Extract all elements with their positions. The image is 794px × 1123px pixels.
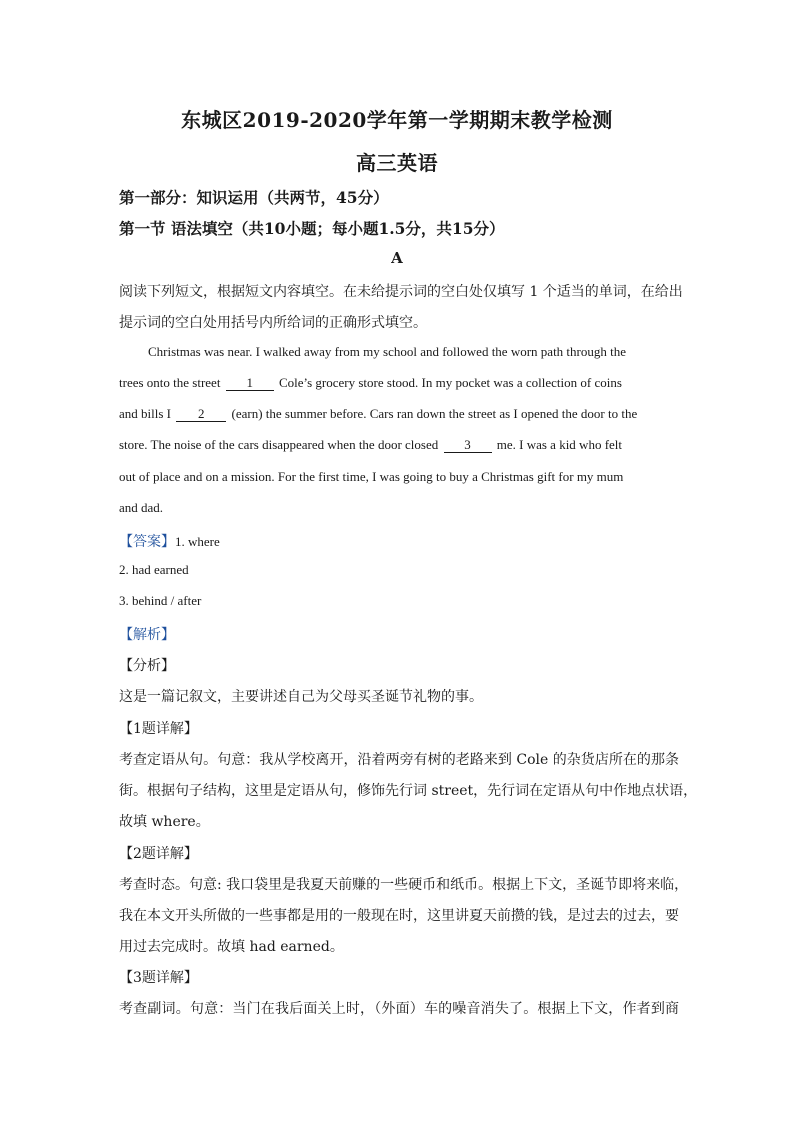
passage-text: and bills I	[119, 406, 171, 421]
passage-text: Cole’s grocery store stood. In my pocket was a collection of coins	[278, 375, 622, 390]
instruction-line-2: 提示词的空白处用括号内所给词的正确形式填空。	[119, 315, 427, 331]
q1-tag: 【1题详解】	[119, 721, 198, 737]
q2-tag: 【2题详解】	[119, 846, 198, 862]
passage-text: (earn) the summer before. Cars ran down the street as I opened the door to the	[231, 406, 638, 421]
q2-line-3: 用过去完成时。故填 had earned。	[119, 939, 344, 955]
passage-text: trees onto the street	[119, 375, 221, 390]
passage-line-3	[119, 406, 679, 422]
analysis-tag: 【解析】	[119, 627, 175, 643]
q2-line-1: 考查时态。句意: 我口袋里是我夏天前赚的一些硬币和纸币。根据上下文，圣诞节即将来临，	[119, 877, 689, 893]
q1-line-3: 故填 where。	[119, 814, 210, 830]
q1-line-1: 考查定语从句。句意：我从学校离开，沿着两旁有树的老路来到 Cole 的杂货店所在的那条	[119, 752, 679, 768]
passage-line-5: out of place and on a mission. For the first time, I was going to buy a Christmas gift for my mum	[119, 469, 624, 484]
page-title: 东城区2019-2020学年第一学期期末教学检测	[181, 108, 613, 132]
page-subtitle: 高三英语	[356, 151, 438, 175]
fenxi-tag: 【分析】	[119, 658, 175, 674]
q3-tag: 【3题详解】	[119, 970, 198, 986]
passage-line-6: and dad.	[119, 500, 164, 515]
fenxi-text: 这是一篇记叙文，主要讲述自己为父母买圣诞节礼物的事。	[119, 689, 483, 705]
answer-line-1	[119, 531, 679, 551]
passage-text: me. I was a kid who felt	[496, 437, 623, 452]
passage-line-4	[119, 437, 679, 453]
passage-text: store. The noise of the cars disappeared when the door closed	[119, 437, 439, 452]
blank-2: 2	[176, 407, 226, 422]
q3-line-1: 考查副词。句意：当门在我后面关上时，（外面）车的噪音消失了。根据上下文，作者到商	[119, 1001, 679, 1017]
q1-line-2: 街。根据句子结构，这里是定语从句，修饰先行词 street，先行词在定语从句中作地点状语，	[119, 783, 698, 799]
passage-line-1: Christmas was near. I walked away from my school and followed the worn path through the	[148, 344, 626, 359]
blank-1: 1	[226, 376, 274, 391]
answer-tag: 【答案】	[119, 534, 175, 550]
section-letter: A	[391, 249, 403, 267]
q2-line-2: 我在本文开头所做的一些事都是用的一般现在时，这里讲夏天前攒的钱，是过去的过去，要	[119, 908, 679, 924]
section-heading: 第一节 语法填空（共10小题；每小题1.5分，共15分）	[119, 219, 505, 238]
answer-2: 2. had earned	[119, 562, 189, 577]
answer-1: 1. where	[175, 534, 220, 549]
blank-3: 3	[444, 438, 492, 453]
answer-3: 3. behind / after	[119, 593, 202, 608]
instruction-line-1: 阅读下列短文，根据短文内容填空。在未给提示词的空白处仅填写 1 个适当的单词，在给出	[119, 284, 683, 300]
part-heading: 第一部分：知识运用（共两节，45分）	[119, 188, 389, 207]
passage-line-2	[119, 375, 679, 391]
